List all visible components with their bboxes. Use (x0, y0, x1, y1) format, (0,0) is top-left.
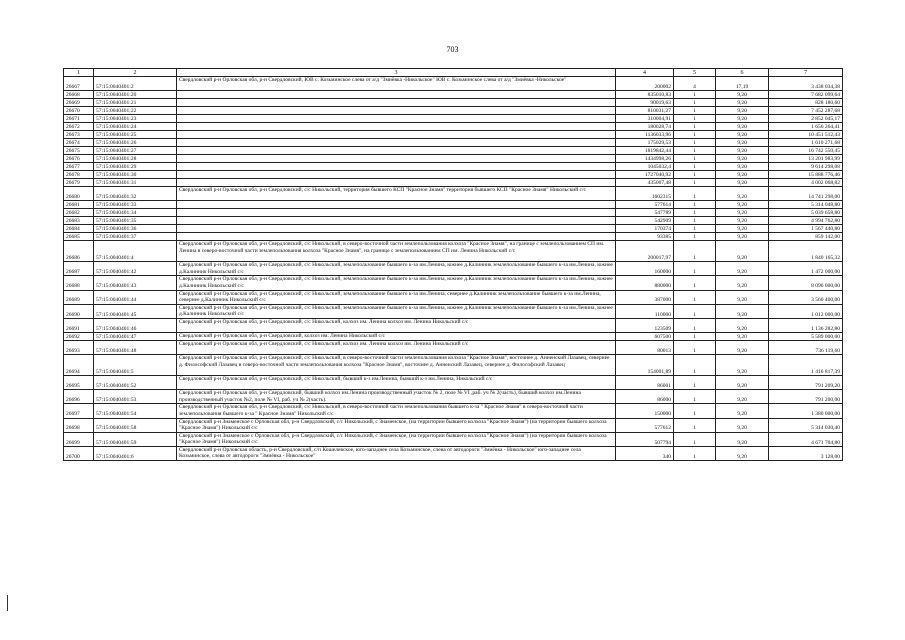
cadastral-number-cell: 57:15:0040401:29 (94, 163, 177, 171)
table-row (64, 123, 843, 131)
column-header: 3 (177, 69, 616, 77)
row-number-cell: 26692 (64, 333, 94, 341)
area-cell: 880000 (616, 276, 674, 290)
row-number-cell: 26679 (64, 179, 94, 187)
rate-cell: 9,20 (716, 187, 769, 201)
cadastral-number-cell: 57:15:0040401:37 (94, 233, 177, 241)
cadastral-value-cell: 791 209,20 (769, 376, 843, 390)
cadastral-value-cell: 14 741 298,00 (769, 187, 843, 201)
area-cell: 110000 (616, 304, 674, 318)
cadastral-number-cell: 57:15:0040401:26 (94, 139, 177, 147)
address-cell (177, 163, 616, 171)
address-cell (177, 131, 616, 139)
address-cell (177, 171, 616, 179)
rate-cell: 9,20 (716, 163, 769, 171)
row-number-cell: 26695 (64, 376, 94, 390)
area-cell: 86001 (616, 376, 674, 390)
row-number-cell: 26689 (64, 290, 94, 304)
table-row (64, 404, 843, 418)
area-cell: 1727040,92 (616, 171, 674, 179)
rate-cell: 9,20 (716, 115, 769, 123)
row-number-cell: 26669 (64, 99, 94, 107)
area-cell: 310004,91 (616, 115, 674, 123)
cadastral-number-cell: 57:15:0040401:25 (94, 131, 177, 139)
table-row (64, 318, 843, 332)
area-cell: 1819842,44 (616, 147, 674, 155)
address-cell: Свердловский р-н Орловская обл, р-н Свердловский, с/с Никольский, землепользование бывшего к-за им.Ленина, южнее д.Калинник землепользование бывшего к-за им.Ленина, южнее д.Калинник Никольский с/с (177, 276, 616, 290)
count-cell: 1 (674, 276, 716, 290)
cadastral-number-cell: 57:15:0040401:54 (94, 404, 177, 418)
rate-cell: 9,20 (716, 318, 769, 332)
table-row (64, 91, 843, 99)
row-number-cell: 26688 (64, 276, 94, 290)
count-cell: 1 (674, 123, 716, 131)
cadastral-value-cell: 2 852 045,17 (769, 115, 843, 123)
rate-cell: 9,20 (716, 262, 769, 276)
table-row (64, 341, 843, 355)
cadastral-value-cell: 1 472 000,00 (769, 262, 843, 276)
count-cell: 4 (674, 77, 716, 91)
rate-cell: 9,20 (716, 290, 769, 304)
column-header: 7 (769, 69, 843, 77)
address-cell: Свердловский р-н Орловская обл, р-н Свердловский, с/с Никольский, землепользование бывшего к-за им.Ленина, южнее д.Калинник землепользование бывшего к-за им.Ленина, южнее д.Калинник Никольский с/с (177, 304, 616, 318)
address-cell: Свердловский р-н Орловская обл, р-н Свердловский, с/с Никольский, бывший к-з им.Ленина, бывший к-з им.Ленина, Никольский с/с (177, 376, 616, 390)
row-number-cell: 26685 (64, 233, 94, 241)
cadastral-value-cell: 1 840 165,32 (769, 241, 843, 262)
count-cell: 1 (674, 187, 716, 201)
area-cell: 180028,74 (616, 123, 674, 131)
area-cell: 607500 (616, 333, 674, 341)
row-number-cell: 26673 (64, 131, 94, 139)
count-cell: 1 (674, 318, 716, 332)
cadastral-value-cell: 4 002 068,82 (769, 179, 843, 187)
cadastral-value-cell: 5 589 000,00 (769, 333, 843, 341)
rate-cell: 9,20 (716, 404, 769, 418)
table-row (64, 432, 843, 446)
area-cell: 150000 (616, 404, 674, 418)
area-cell: 80013 (616, 341, 674, 355)
row-number-cell: 26672 (64, 123, 94, 131)
cadastral-value-cell: 736 119,60 (769, 341, 843, 355)
rate-cell: 9,20 (716, 155, 769, 163)
cadastral-number-cell: 57:15:0040401:44 (94, 290, 177, 304)
row-number-cell: 26677 (64, 163, 94, 171)
column-header: 2 (94, 69, 177, 77)
area-cell: 200017,97 (616, 241, 674, 262)
row-number-cell: 26690 (64, 304, 94, 318)
cadastral-value-cell: 4 994 762,80 (769, 217, 843, 225)
rate-cell: 9,20 (716, 355, 769, 376)
cadastral-number-cell: 57:15:0040401:53 (94, 390, 177, 404)
area-cell: 577612 (616, 418, 674, 432)
count-cell: 1 (674, 333, 716, 341)
rate-cell: 9,20 (716, 123, 769, 131)
row-number-cell: 26696 (64, 390, 94, 404)
table-row (64, 290, 843, 304)
count-cell: 1 (674, 163, 716, 171)
column-header: 4 (616, 69, 674, 77)
cadastral-number-cell: 57:15:0040401:5 (94, 355, 177, 376)
count-cell: 1 (674, 209, 716, 217)
cadastral-number-cell: 57:15:0040401:23 (94, 115, 177, 123)
table-row (64, 107, 843, 115)
table-row (64, 390, 843, 404)
address-cell (177, 233, 616, 241)
cadastral-value-cell: 3 560 400,00 (769, 290, 843, 304)
row-number-cell: 26697 (64, 404, 94, 418)
rate-cell: 9,20 (716, 304, 769, 318)
row-number-cell: 26682 (64, 209, 94, 217)
rate-cell: 17,19 (716, 77, 769, 91)
count-cell: 1 (674, 432, 716, 446)
table-row (64, 171, 843, 179)
cadastral-value-cell: 5 314 030,40 (769, 418, 843, 432)
area-cell: 160000 (616, 262, 674, 276)
row-number-cell: 26674 (64, 139, 94, 147)
cadastral-number-cell: 57:15:0040401:36 (94, 225, 177, 233)
row-number-cell: 26680 (64, 187, 94, 201)
cadastral-value-cell: 7 452 287,68 (769, 107, 843, 115)
count-cell: 1 (674, 376, 716, 390)
cadastral-number-cell: 57:15:0040401:35 (94, 217, 177, 225)
table-row (64, 147, 843, 155)
address-cell (177, 179, 616, 187)
cadastral-number-cell: 57:15:0040401:6 (94, 447, 177, 461)
cadastral-value-table (63, 68, 843, 461)
cadastral-number-cell: 57:15:0040401:21 (94, 99, 177, 107)
count-cell: 1 (674, 155, 716, 163)
cadastral-number-cell: 57:15:0040401:20 (94, 91, 177, 99)
row-number-cell: 26684 (64, 225, 94, 233)
address-cell (177, 225, 616, 233)
address-cell: Свердловский р-н Орловская обл, р-н Свердловский, с/с Никольский, в северо-восточной части землепользования бывшего к-за " Красное Знамя" в северо-восточной части землепользования бывшего к-за " Красное Знамя" Никольский с/с (177, 404, 616, 418)
address-cell: Свердловский р-н Орловская обл, р-н Свердловский, с/с Никольский, землепользование бывшего к-за им.Ленина, южнее д.Калинник землепользование бывшего к-за им.Ленина, южнее д.Калинник Никольский с/с (177, 262, 616, 276)
address-cell (177, 217, 616, 225)
area-cell: 1045032,4 (616, 163, 674, 171)
area-cell: 93385 (616, 233, 674, 241)
rate-cell: 9,20 (716, 201, 769, 209)
cadastral-number-cell: 57:15:0040401:59 (94, 432, 177, 446)
cadastral-value-cell: 9 614 298,08 (769, 163, 843, 171)
address-cell (177, 107, 616, 115)
count-cell: 1 (674, 201, 716, 209)
address-cell: Свердловский р-н Орловская обл, р-н Свердловский, с/с Никольский, в северо-восточной части землепользования колхоза "Красное Знамя", восточнее д. Анненский Лазавец, севернее д. Философский Лазавец в северо-восточной части землепользования колхоза "Красное Знамя", восточнее д. Анненский Лазавец, севернее д. Философский Лазавец (177, 355, 616, 376)
count-cell: 1 (674, 233, 716, 241)
rate-cell: 9,20 (716, 341, 769, 355)
rate-cell: 9,20 (716, 241, 769, 262)
address-cell (177, 139, 616, 147)
cadastral-value-cell: 15 888 776,46 (769, 171, 843, 179)
column-header: 1 (64, 69, 94, 77)
table-row (64, 139, 843, 147)
table-row (64, 209, 843, 217)
cadastral-value-cell: 10 451 512,43 (769, 131, 843, 139)
table-row (64, 262, 843, 276)
column-header-row (64, 69, 843, 77)
cadastral-value-cell: 3 128,00 (769, 447, 843, 461)
rate-cell: 9,20 (716, 333, 769, 341)
count-cell: 1 (674, 171, 716, 179)
area-cell: 435007,48 (616, 179, 674, 187)
count-cell: 1 (674, 447, 716, 461)
cadastral-number-cell: 57:15:0040401:28 (94, 155, 177, 163)
cadastral-number-cell: 57:15:0040401:42 (94, 262, 177, 276)
row-number-cell: 26693 (64, 341, 94, 355)
cadastral-value-cell: 1 380 000,00 (769, 404, 843, 418)
cadastral-value-cell: 828 180,60 (769, 99, 843, 107)
address-cell (177, 155, 616, 163)
rate-cell: 9,20 (716, 233, 769, 241)
address-cell (177, 201, 616, 209)
address-cell: Свердловский р-н Орловская обл, р-н Свердловский, с/с Никольский, в северо-восточной части землепользования колхоза "Красное Знамя", на границе с землепользованием СП им. Ленина в северо-восточной части землепользования колхоза "Красное Знамя", на границе с землепользованием СП им. Ленина Никольский с/с (177, 241, 616, 262)
area-cell: 577614 (616, 201, 674, 209)
count-cell: 1 (674, 139, 716, 147)
area-cell: 387000 (616, 290, 674, 304)
rate-cell: 9,20 (716, 91, 769, 99)
table-row (64, 217, 843, 225)
row-number-cell: 26667 (64, 77, 94, 91)
count-cell: 1 (674, 225, 716, 233)
rate-cell: 9,20 (716, 217, 769, 225)
cadastral-value-cell: 791 200,00 (769, 390, 843, 404)
cadastral-number-cell: 57:15:0040401:22 (94, 107, 177, 115)
cadastral-number-cell: 57:15:0040401:47 (94, 333, 177, 341)
cadastral-number-cell: 57:15:0040401:46 (94, 318, 177, 332)
table-row (64, 155, 843, 163)
table-row (64, 418, 843, 432)
cadastral-number-cell: 57:15:0040401:2 (94, 77, 177, 91)
rate-cell: 9,20 (716, 179, 769, 187)
rate-cell: 9,20 (716, 276, 769, 290)
cadastral-number-cell: 57:15:0040401:52 (94, 376, 177, 390)
address-cell: Свердловский р-н Орловская обл, р-н Свердловский, с/с Никольский, колхоз им. Ленина колхоз им. Ленина Никольский с/с (177, 318, 616, 332)
page-number: 703 (446, 45, 459, 54)
cadastral-number-cell: 57:15:0040401:32 (94, 187, 177, 201)
margin-mark (7, 595, 8, 611)
rate-cell: 9,20 (716, 131, 769, 139)
cadastral-value-cell: 16 742 550,45 (769, 147, 843, 155)
address-cell (177, 123, 616, 131)
area-cell: 1602315 (616, 187, 674, 201)
area-cell: 810031,27 (616, 107, 674, 115)
area-cell: 170374 (616, 225, 674, 233)
table-row (64, 179, 843, 187)
count-cell: 1 (674, 107, 716, 115)
address-cell (177, 99, 616, 107)
row-number-cell: 26691 (64, 318, 94, 332)
address-cell: Свердловский р-н Орловская обл, р-н Свердловский, с/с Никольский, территория бывшего КСП "Красное Знамя" территория бывшего КСП "Красное Знамя" Никольский с/с (177, 187, 616, 201)
address-cell: Свердловский р-н Орловская обл, р-н Свердловский, колхоз им. Ленина Никольский с/с (177, 333, 616, 341)
count-cell: 1 (674, 390, 716, 404)
address-cell: Свердловский р-н Знаменское с Орловская обл, р-н Свердловский, с/с Никольский, с Знаменское, (на территории бывшего колхоза "Красное Знамя") (на территории бывшего колхоза "Красное Знамя") Никольский с/с (177, 432, 616, 446)
cadastral-number-cell: 57:15:0040401:43 (94, 276, 177, 290)
row-number-cell: 26687 (64, 262, 94, 276)
table-row (64, 115, 843, 123)
area-cell: 542909 (616, 217, 674, 225)
rate-cell: 9,20 (716, 99, 769, 107)
address-cell: Свердловский р-н Орловская обл, р-н Свердловский, ЮВ с. Козьминское слева от а/д "Змиёвка -Никольское" ЮВ с. Козьминское слева от а/д "Змиёвка -Никольское" (177, 77, 616, 91)
rate-cell: 9,20 (716, 107, 769, 115)
count-cell: 1 (674, 179, 716, 187)
row-number-cell: 26671 (64, 115, 94, 123)
cadastral-number-cell: 57:15:0040401:27 (94, 147, 177, 155)
cadastral-value-cell: 1 136 282,80 (769, 318, 843, 332)
area-cell: 175029,53 (616, 139, 674, 147)
rate-cell: 9,20 (716, 139, 769, 147)
table-row (64, 99, 843, 107)
count-cell: 1 (674, 131, 716, 139)
area-cell: 90019,63 (616, 99, 674, 107)
cadastral-number-cell: 57:15:0040401:24 (94, 123, 177, 131)
rate-cell: 9,20 (716, 447, 769, 461)
cadastral-number-cell: 57:15:0040401:4 (94, 241, 177, 262)
row-number-cell: 26681 (64, 201, 94, 209)
address-cell (177, 147, 616, 155)
count-cell: 1 (674, 262, 716, 276)
area-cell: 154001,89 (616, 355, 674, 376)
count-cell: 1 (674, 355, 716, 376)
count-cell: 1 (674, 99, 716, 107)
cadastral-value-cell: 5 039 658,80 (769, 209, 843, 217)
cadastral-number-cell: 57:15:0040401:33 (94, 201, 177, 209)
row-number-cell: 26698 (64, 418, 94, 432)
cadastral-number-cell: 57:15:0040401:45 (94, 304, 177, 318)
address-cell: Свердловский р-н Орловская обл, р-н Свердловский, с/с Никольский, землепользование бывшего к-за им.Ленина, севернее д.Калинник землепользование бывшего к-за им.Ленина, севернее д.Калинник Никольский с/с (177, 290, 616, 304)
count-cell: 1 (674, 404, 716, 418)
table-row (64, 131, 843, 139)
row-number-cell: 26670 (64, 107, 94, 115)
table-row (64, 276, 843, 290)
cadastral-value-cell: 1 656 264,41 (769, 123, 843, 131)
area-cell: 200002 (616, 77, 674, 91)
table-row (64, 225, 843, 233)
column-header: 5 (674, 69, 716, 77)
cadastral-number-cell: 57:15:0040401:58 (94, 418, 177, 432)
row-number-cell: 26694 (64, 355, 94, 376)
table-row (64, 333, 843, 341)
count-cell: 1 (674, 217, 716, 225)
area-cell: 123509 (616, 318, 674, 332)
table-row (64, 187, 843, 201)
table-row (64, 376, 843, 390)
area-cell: 835010,83 (616, 91, 674, 99)
cadastral-number-cell: 57:15:0040401:34 (94, 209, 177, 217)
rate-cell: 9,20 (716, 432, 769, 446)
address-cell (177, 115, 616, 123)
area-cell: 507794 (616, 432, 674, 446)
count-cell: 1 (674, 91, 716, 99)
table-row (64, 304, 843, 318)
count-cell: 1 (674, 147, 716, 155)
address-cell: Свердловский р-н Орловская обл, р-н Свердловский, бывший колхоз им.Ленина производственный участок № 2, поле № VI ,раб. уч № 2(часть), бывший колхоз им.Ленина производственный участок №2, поле № VI, раб. уч № 2(часть). (177, 390, 616, 404)
table-row (64, 355, 843, 376)
row-number-cell: 26678 (64, 171, 94, 179)
address-cell: Свердловский р-н Знаменское с Орловская обл, р-н Свердловский, с/с Никольский, с Знаменское, (на территории бывшего колхоза "Красное Знамя") (на территории бывшего колхоза "Красное Знамя") Никольский с/с (177, 418, 616, 432)
row-number-cell: 26675 (64, 147, 94, 155)
cadastral-number-cell: 57:15:0040401:31 (94, 179, 177, 187)
cadastral-value-cell: 1 012 000,00 (769, 304, 843, 318)
column-header: 6 (716, 69, 769, 77)
count-cell: 1 (674, 241, 716, 262)
row-number-cell: 26699 (64, 432, 94, 446)
rate-cell: 9,20 (716, 418, 769, 432)
table-row (64, 233, 843, 241)
cadastral-value-cell: 1 416 817,39 (769, 355, 843, 376)
table-row (64, 77, 843, 91)
row-number-cell: 26683 (64, 217, 94, 225)
area-cell: 1434998,26 (616, 155, 674, 163)
row-number-cell: 26700 (64, 447, 94, 461)
table-row (64, 163, 843, 171)
table-row (64, 201, 843, 209)
area-cell: 340 (616, 447, 674, 461)
row-number-cell: 26676 (64, 155, 94, 163)
cadastral-number-cell: 57:15:0040401:30 (94, 171, 177, 179)
address-cell: Свердловский р-н Орловская область, р-н Свердловский, с/п Кошелевское, юго-западнее села Козьминское, слева от автодороги "Змиёвка - Никольское" юго-западнее села Козьминское, слева от автодороги "Змиёвка - Никольское" (177, 447, 616, 461)
cadastral-value-cell: 13 201 983,99 (769, 155, 843, 163)
area-cell: 547789 (616, 209, 674, 217)
rate-cell: 9,20 (716, 225, 769, 233)
cadastral-value-cell: 1 567 440,80 (769, 225, 843, 233)
rate-cell: 9,20 (716, 209, 769, 217)
table-body (64, 77, 843, 461)
count-cell: 1 (674, 290, 716, 304)
count-cell: 1 (674, 418, 716, 432)
rate-cell: 9,20 (716, 376, 769, 390)
cadastral-value-cell: 859 142,00 (769, 233, 843, 241)
address-cell (177, 91, 616, 99)
row-number-cell: 26686 (64, 241, 94, 262)
rate-cell: 9,20 (716, 390, 769, 404)
cadastral-value-cell: 8 096 000,00 (769, 276, 843, 290)
rate-cell: 9,20 (716, 147, 769, 155)
cadastral-number-cell: 57:15:0040401:48 (94, 341, 177, 355)
count-cell: 1 (674, 304, 716, 318)
cadastral-value-cell: 3 438 034,38 (769, 77, 843, 91)
area-cell: 86000 (616, 390, 674, 404)
address-cell (177, 209, 616, 217)
table-row (64, 447, 843, 461)
table-row (64, 241, 843, 262)
count-cell: 1 (674, 341, 716, 355)
area-cell: 1136033,96 (616, 131, 674, 139)
row-number-cell: 26668 (64, 91, 94, 99)
cadastral-value-cell: 7 682 099,64 (769, 91, 843, 99)
cadastral-value-cell: 5 314 048,80 (769, 201, 843, 209)
address-cell: Свердловский р-н Орловская обл, р-н Свердловский, с/с Никольский, колхоз им. Ленина колхоз им. Ленина Никольский с/с (177, 341, 616, 355)
count-cell: 1 (674, 115, 716, 123)
cadastral-value-cell: 1 610 271,68 (769, 139, 843, 147)
rate-cell: 9,20 (716, 171, 769, 179)
cadastral-value-cell: 4 671 704,80 (769, 432, 843, 446)
